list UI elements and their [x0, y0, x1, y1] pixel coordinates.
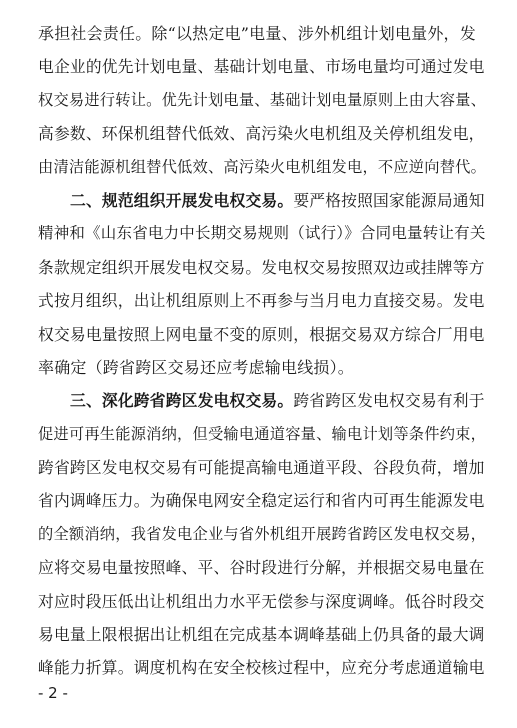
line-text: 跨省跨区发电权交易有利于	[293, 391, 485, 411]
body-text	[38, 17, 486, 685]
line-text: 由清洁能源机组替代低效、高污染火电机组发电，不应逆向替代。	[38, 157, 487, 176]
line-text: 电企业的优先计划电量、基础计划电量、市场电量均可通过发电	[38, 57, 485, 77]
text-line	[38, 384, 486, 417]
text-line	[38, 318, 486, 351]
text-line	[38, 351, 486, 384]
text-line	[38, 217, 486, 250]
line-text: 省内调峰压力。为确保电网安全稳定运行和省内可再生能源发电	[38, 491, 485, 511]
line-text: 应将交易电量按照峰、平、谷时段进行分解，并根据交易电量在	[38, 558, 485, 578]
text-line	[38, 551, 486, 584]
text-line	[38, 17, 486, 50]
line-text: 对应时段压低出让机组出力水平无偿参与深度调峰。低谷时段交	[38, 591, 485, 611]
line-text: 高参数、环保机组替代低效、高污染火电机组及关停机组发电，	[38, 124, 485, 144]
text-line	[38, 50, 486, 83]
text-line	[38, 585, 486, 618]
line-text: 条款规定组织开展发电权交易。发电权交易按照双边或挂牌等方	[38, 257, 485, 277]
section-heading: 三、深化跨省跨区发电权交易。	[70, 391, 294, 411]
line-text: 精神和《山东省电力中长期交易规则（试行）》合同电量转让有关	[38, 224, 486, 243]
text-line	[38, 84, 486, 117]
section-heading: 二、规范组织开展发电权交易。	[70, 190, 294, 210]
line-text: 权交易电量按照上网电量不变的原则，根据交易双方综合厂用电	[38, 324, 485, 344]
text-line	[38, 184, 486, 217]
text-line	[38, 484, 486, 517]
line-text: 跨省跨区发电权交易有可能提高输电通道平段、谷段负荷，增加	[38, 458, 485, 478]
line-text: 峰能力折算。调度机构在安全校核过程中，应充分考虑通道输电	[38, 658, 485, 678]
text-line	[38, 418, 486, 451]
text-line	[38, 618, 486, 651]
text-line	[38, 518, 486, 551]
text-line	[38, 451, 486, 484]
text-line	[38, 651, 486, 684]
text-line	[38, 117, 486, 150]
line-text: 式按月组织，出让机组原则上不再参与当月电力直接交易。发电	[38, 291, 485, 311]
line-text: 承担社会责任。除“以热定电”电量、涉外机组计划电量外，发	[38, 24, 476, 43]
line-text: 要严格按照国家能源局通知	[293, 190, 485, 210]
line-text: 的全额消纳，我省发电企业与省外机组开展跨省跨区发电权交易，	[38, 524, 487, 543]
line-text: 易电量上限根据出让机组在完成基本调峰基础上仍具备的最大调	[38, 625, 485, 645]
page-number: - 2 -	[38, 684, 68, 702]
text-line	[38, 284, 486, 317]
line-text: 率确定（跨省跨区交易还应考虑输电线损）。	[38, 357, 355, 377]
text-line	[38, 151, 486, 184]
text-line	[38, 251, 486, 284]
line-text: 权交易进行转让。优先计划电量、基础计划电量原则上由大容量、	[38, 90, 487, 109]
line-text: 促进可再生能源消纳，但受输电通道容量、输电计划等条件约束，	[38, 424, 487, 443]
